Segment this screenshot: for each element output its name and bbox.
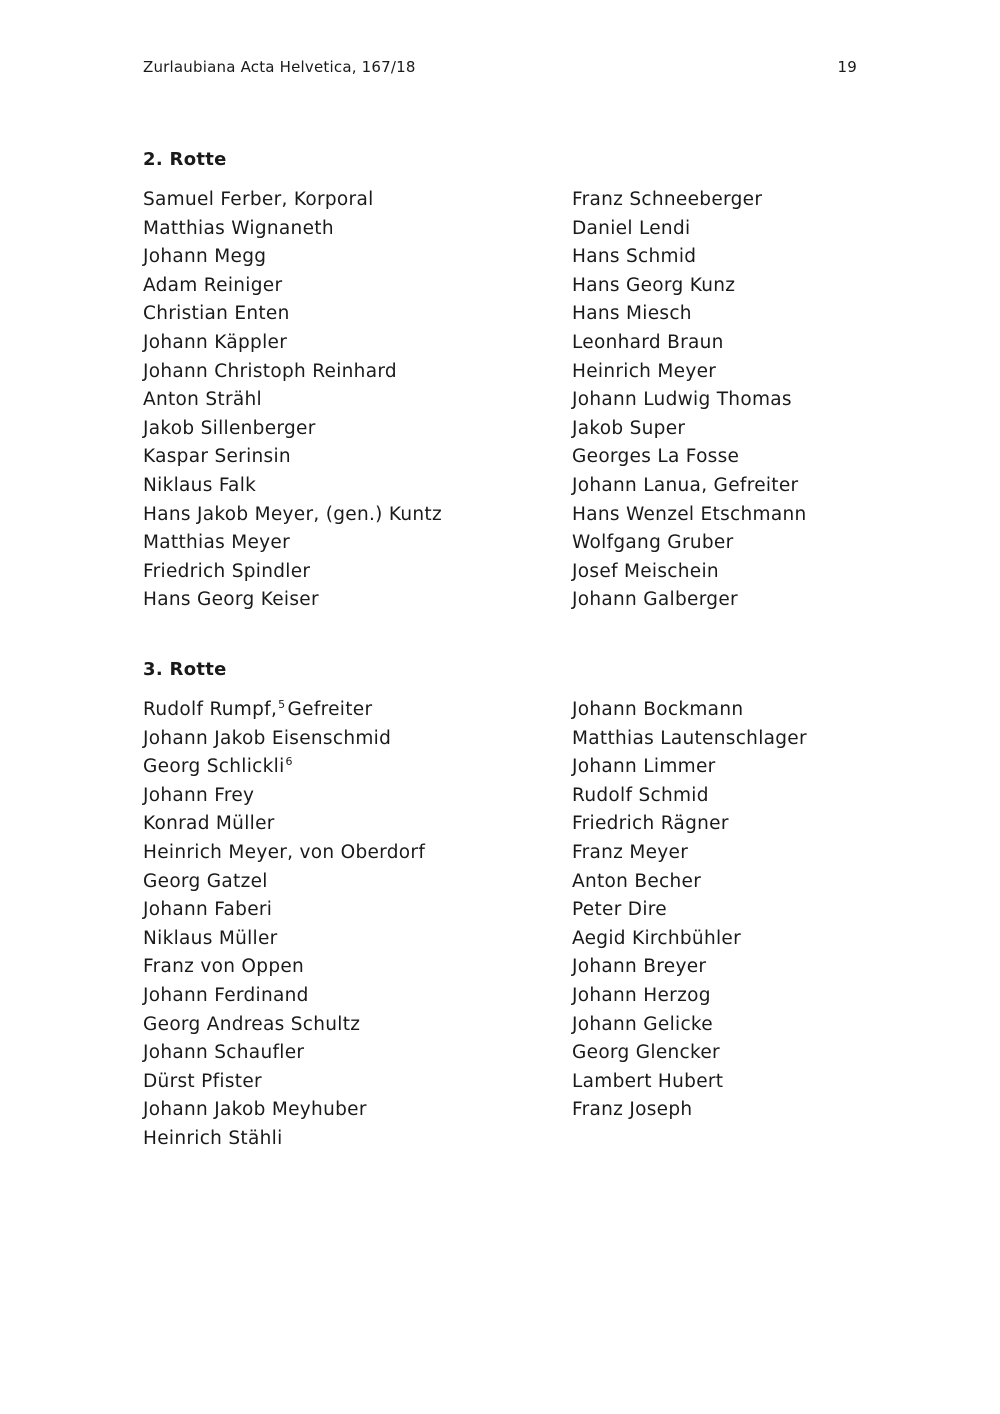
list-item: Jakob Super: [572, 417, 686, 439]
list-item: Anton Strähl: [143, 389, 262, 411]
list-item: Hans Georg Keiser: [143, 589, 319, 611]
name-list-right: [572, 186, 807, 615]
list-item: Johann Christoph Reinhard: [143, 360, 397, 382]
list-item: Heinrich Meyer: [572, 360, 717, 382]
list-item: Johann Ferdinand: [143, 984, 309, 1006]
name-list-right: [572, 696, 807, 1125]
list-item: Georges La Fosse: [572, 446, 740, 468]
list-item: Johann Jakob Eisenschmid: [143, 727, 392, 749]
list-item: Georg Gatzel: [143, 870, 268, 892]
list-item: Hans Schmid: [572, 246, 697, 268]
list-item: Johann Breyer: [572, 956, 707, 978]
list-item-suffix: Gefreiter: [287, 699, 373, 720]
list-item: Josef Meischein: [572, 560, 719, 582]
section-rotte-2: [143, 148, 857, 611]
list-item: Friedrich Spindler: [143, 560, 311, 582]
list-item: Heinrich Meyer, von Oberdorf: [143, 841, 426, 863]
list-item: [143, 696, 425, 725]
list-item: Kaspar Serinsin: [143, 446, 291, 468]
list-item: Johann Limmer: [572, 756, 716, 778]
list-item-name: Rudolf Rumpf,: [143, 699, 278, 720]
list-item: Christian Enten: [143, 303, 290, 325]
name-list-left: [143, 186, 442, 615]
document-title: Zurlaubiana Acta Helvetica, 167/18: [143, 58, 416, 76]
footnote-marker[interactable]: 6: [285, 755, 293, 769]
list-item: Georg Glencker: [572, 1042, 720, 1064]
name-list-left: [143, 696, 425, 1154]
list-item: [143, 753, 425, 782]
list-item: Johann Galberger: [572, 589, 738, 611]
list-item: Niklaus Müller: [143, 927, 278, 949]
list-item: Konrad Müller: [143, 813, 275, 835]
list-item: Dürst Pfister: [143, 1070, 262, 1092]
list-item: Hans Georg Kunz: [572, 274, 736, 296]
list-item: Jakob Sillenberger: [143, 417, 316, 439]
list-item: Franz Schneeberger: [572, 189, 763, 210]
list-item: Lambert Hubert: [572, 1070, 724, 1092]
list-item: Peter Dire: [572, 899, 667, 921]
list-item: Rudolf Schmid: [572, 784, 709, 806]
list-item-name: Georg Schlickli: [143, 756, 285, 778]
section-heading: 2. Rotte: [143, 149, 227, 170]
list-item: Aegid Kirchbühler: [572, 927, 742, 949]
list-item: Matthias Meyer: [143, 532, 291, 554]
list-item: Hans Jakob Meyer, (gen.) Kuntz: [143, 503, 442, 525]
list-item: Johann Jakob Meyhuber: [143, 1099, 367, 1121]
footnote-marker[interactable]: 5: [278, 698, 286, 711]
list-item: Niklaus Falk: [143, 474, 257, 496]
list-item: Johann Herzog: [572, 984, 711, 1006]
list-item: Hans Wenzel Etschmann: [572, 503, 807, 525]
page-number: 19: [837, 58, 857, 76]
list-item: Friedrich Rägner: [572, 813, 729, 835]
list-item: Anton Becher: [572, 870, 702, 892]
section-rotte-3: [143, 658, 857, 1149]
list-item: Franz von Oppen: [143, 956, 305, 978]
list-item: Johann Lanua, Gefreiter: [572, 474, 799, 496]
list-item: Johann Megg: [143, 246, 267, 268]
list-item: Daniel Lendi: [572, 217, 691, 239]
list-item: Heinrich Stähli: [143, 1127, 283, 1149]
list-item: Matthias Lautenschlager: [572, 727, 807, 749]
list-item: Samuel Ferber, Korporal: [143, 189, 374, 210]
list-item: Johann Schaufler: [143, 1042, 305, 1064]
list-item: Georg Andreas Schultz: [143, 1013, 361, 1035]
section-heading: 3. Rotte: [143, 659, 227, 680]
list-item: Johann Bockmann: [572, 699, 744, 720]
list-item: Adam Reiniger: [143, 274, 283, 296]
list-item: Franz Joseph: [572, 1099, 693, 1121]
list-item: Johann Käppler: [143, 331, 288, 353]
list-item: Wolfgang Gruber: [572, 532, 734, 554]
list-item: Johann Faberi: [143, 899, 273, 921]
list-item: Johann Frey: [143, 784, 255, 806]
list-item: Matthias Wignaneth: [143, 217, 334, 239]
list-item: Leonhard Braun: [572, 331, 724, 353]
list-item: Franz Meyer: [572, 841, 689, 863]
list-item: Johann Gelicke: [572, 1013, 713, 1035]
list-item: Hans Miesch: [572, 303, 692, 325]
list-item: Johann Ludwig Thomas: [572, 389, 792, 411]
running-header: [143, 58, 857, 80]
